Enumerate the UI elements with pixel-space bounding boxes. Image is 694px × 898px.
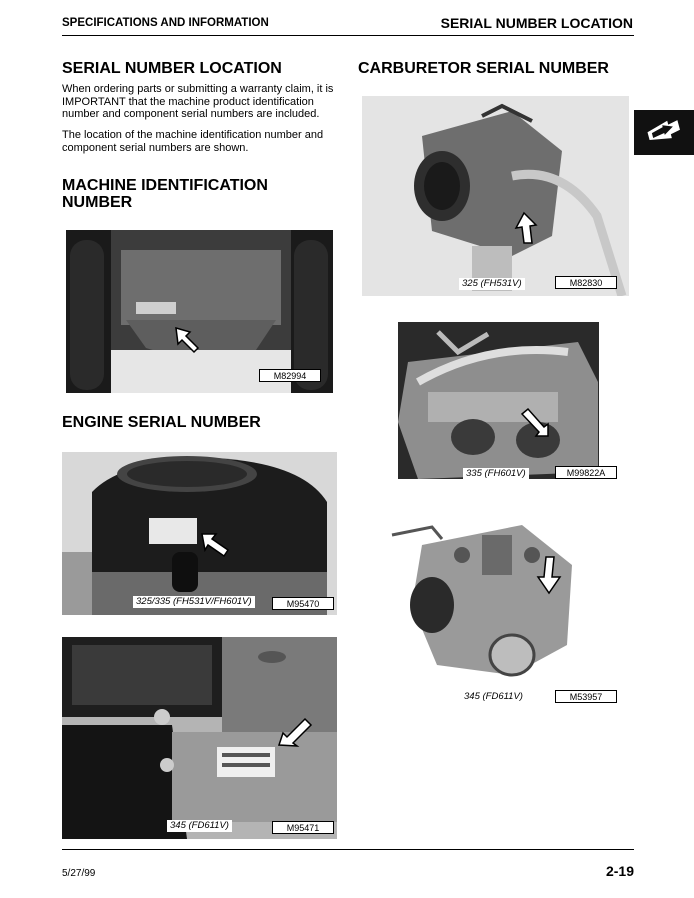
pointing-arrow-icon (518, 406, 552, 440)
footer-date: 5/27/99 (62, 868, 96, 879)
caption-engine-345: 345 (FD611V) (167, 820, 232, 832)
carburetor-335-photo (398, 322, 599, 479)
section-title: SERIAL NUMBER LOCATION (62, 60, 282, 77)
caption-engine-325-335: 325/335 (FH531V/FH601V) (133, 596, 255, 608)
pointing-arrow-icon (532, 555, 566, 595)
book-arrow-icon (634, 110, 694, 155)
engine-serial-heading: ENGINE SERIAL NUMBER (62, 414, 261, 431)
caption-carb-345: 345 (FD611V) (461, 691, 526, 703)
engine-325-335-photo (62, 452, 337, 615)
carburetor-heading: CARBURETOR SERIAL NUMBER (358, 60, 609, 77)
figure-id-carb-345: M53957 (555, 690, 617, 703)
caption-carb-325: 325 (FH531V) (459, 278, 525, 290)
page-number: 2-19 (605, 863, 634, 879)
footer-rule (62, 849, 634, 850)
figure-id-carb-335: M99822A (555, 466, 617, 479)
header-rule (62, 35, 634, 36)
running-header-left: SPECIFICATIONS AND INFORMATION (62, 17, 269, 29)
pointing-arrow-icon (172, 326, 202, 356)
figure-id-engine-325-335: M95470 (272, 597, 334, 610)
pointing-arrow-icon (510, 211, 540, 245)
pointing-arrow-icon (200, 530, 232, 560)
engine-345-photo (62, 637, 337, 839)
carburetor-345-photo (382, 505, 583, 687)
intro-paragraph: When ordering parts or submitting a warranty claim, it is IMPORTANT that the machine product identification number and component serial numbers are included. (62, 83, 334, 120)
figure-id-machine: M82994 (259, 369, 321, 382)
location-paragraph: The location of the machine identification number and component serial numbers are shown. (62, 129, 324, 154)
running-header-right: SERIAL NUMBER LOCATION (440, 15, 633, 31)
carburetor-325-photo (362, 96, 629, 296)
figure-id-engine-345: M95471 (272, 821, 334, 834)
pointing-arrow-icon (275, 715, 315, 749)
caption-carb-335: 335 (FH601V) (463, 468, 529, 480)
figure-id-carb-325: M82830 (555, 276, 617, 289)
machine-id-heading: MACHINE IDENTIFICATION NUMBER (62, 177, 268, 211)
section-tab (634, 110, 694, 155)
